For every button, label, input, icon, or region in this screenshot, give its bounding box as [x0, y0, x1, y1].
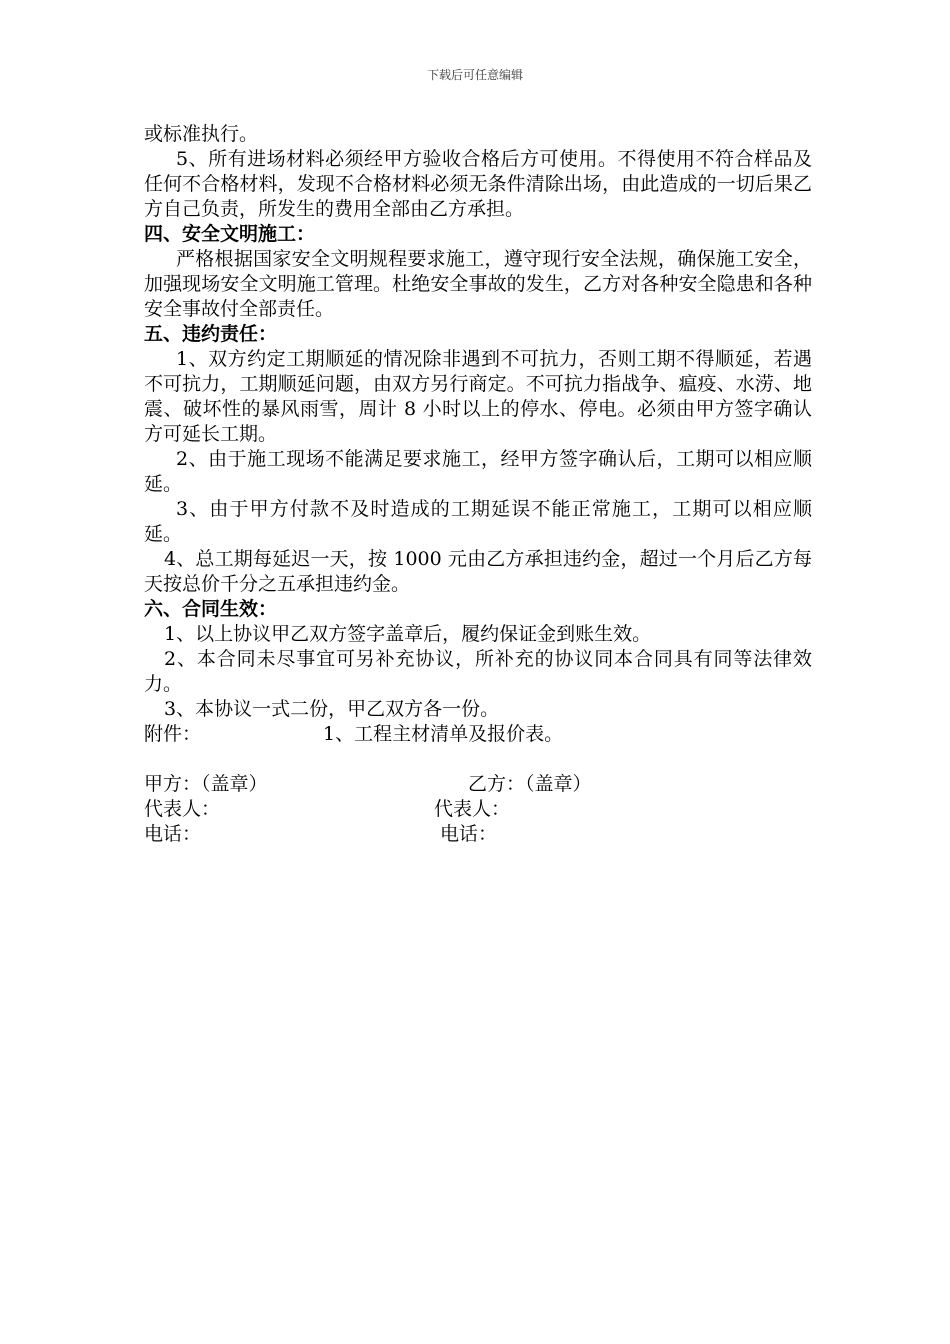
party-b-phone: 电话： — [440, 823, 498, 845]
paragraph-item-5: 5、所有进场材料必须经甲方验收合格后方可使用。不得使用不符合样品及任何不合格材料，发现不合格材料必须无条件清除出场，由此造成的一切后果乙方自己负责，所发生的费用全部由乙方承担。 — [144, 148, 812, 220]
paragraph-safety: 严格根据国家安全文明规程要求施工，遵守现行安全法规，确保施工安全，加强现场安全文明施工管理。杜绝安全事故的发生，乙方对各种安全隐患和各种安全事故付全部责任。 — [144, 248, 812, 320]
paragraph-effect-2: 2、本合同未尽事宜可另补充协议，所补充的协议同本合同具有同等法律效力。 — [144, 648, 812, 695]
section-heading-effect: 六、合同生效： — [144, 598, 278, 620]
paragraph-liability-4: 4、总工期每延迟一天，按 1000 元由乙方承担违约金，超过一个月后乙方每天按总价千分之五承担违约金。 — [144, 548, 812, 595]
attachment-label: 附件： — [144, 723, 202, 745]
attachment-item: 1、工程主材清单及报价表。 — [323, 723, 564, 745]
paragraph-liability-3: 3、由于甲方付款不及时造成的工期延误不能正常施工，工期可以相应顺延。 — [144, 498, 812, 545]
section-heading-liability: 五、违约责任： — [144, 323, 278, 345]
paragraph-liability-1: 1、双方约定工期顺延的情况除非遇到不可抗力，否则工期不得顺延，若遇不可抗力，工期顺延问题，由双方另行商定。不可抗力指战争、瘟疫、水涝、地震、破坏性的暴风雨雪，周计 8 小时以上的停水、停电。必须由甲方签字确认方可延长工期。 — [144, 348, 812, 445]
party-a-phone: 电话： — [144, 823, 202, 845]
signature-row-representative — [144, 797, 812, 822]
attachment-row — [144, 722, 812, 747]
party-a-representative: 代表人： — [144, 798, 221, 820]
section-heading-safety: 四、安全文明施工： — [144, 223, 316, 245]
signature-row-phone — [144, 822, 812, 847]
signature-row-party — [144, 772, 812, 797]
paragraph-effect-3: 3、本协议一式二份，甲乙双方各一份。 — [164, 698, 500, 720]
party-a-seal: 甲方：（盖章） — [144, 773, 268, 795]
document-body — [144, 122, 812, 847]
header-note: 下载后可任意编辑 — [426, 68, 523, 82]
party-b-seal: 乙方：（盖章） — [468, 773, 592, 795]
paragraph-liability-2: 2、由于施工现场不能满足要求施工，经甲方签字确认后，工期可以相应顺延。 — [144, 448, 812, 495]
paragraph-continuation: 或标准执行。 — [144, 123, 259, 145]
party-b-representative: 代表人： — [434, 798, 511, 820]
paragraph-effect-1: 1、以上协议甲乙双方签字盖章后，履约保证金到账生效。 — [164, 623, 652, 645]
